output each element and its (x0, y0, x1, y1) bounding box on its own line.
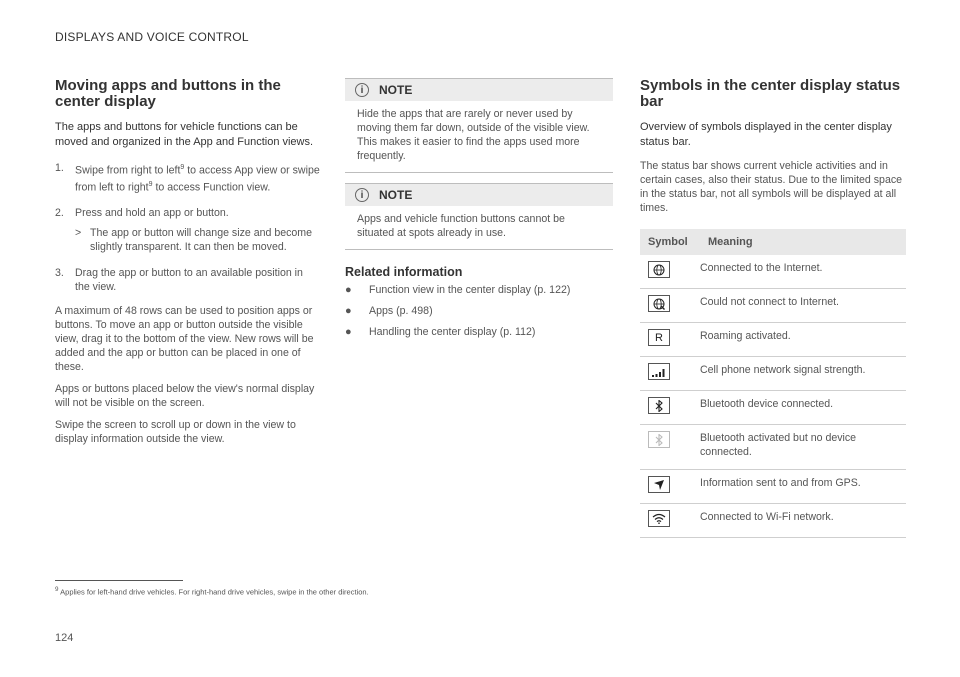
note-header (345, 79, 613, 101)
step-number: 2. (55, 207, 64, 220)
globe-icon (648, 261, 670, 278)
bluetooth-icon (648, 397, 670, 414)
meaning-cell: Connected to Wi-Fi network. (700, 504, 906, 538)
steps-list (55, 161, 320, 294)
body-paragraph: Apps or buttons placed below the view's normal display will not be visible on the screen. (55, 383, 315, 410)
footnote: $^9$ Applies for left-hand drive vehicles. For right-hand drive vehicles, swipe in the other direction. (55, 586, 369, 597)
meaning-cell: Bluetooth device connected. (700, 391, 906, 425)
info-icon: i (355, 83, 369, 97)
symbols-table (640, 229, 906, 538)
table-row (640, 323, 906, 357)
related-item[interactable]: ● Handling the center display (p. 112) (345, 326, 536, 338)
left-column (55, 78, 320, 446)
result-marker: > (75, 227, 82, 240)
meaning-cell: Cell phone network signal strength. (700, 357, 906, 391)
step-item (55, 206, 320, 254)
meaning-cell: Roaming activated. (700, 323, 906, 357)
globe-disconnected-icon (648, 295, 670, 312)
note-text: Hide the apps that are rarely or never used by moving them far down, outside of the visible view. This makes it easier to find the apps used more frequently. (357, 108, 590, 162)
section-title: Moving apps and buttons in the center display (55, 77, 281, 110)
header-meaning: Meaning (700, 229, 906, 255)
section-intro: The apps and buttons for vehicle functions can be moved and organized in the App and Function views. (55, 121, 314, 148)
related-item[interactable]: ● Apps (p. 498) (345, 305, 433, 317)
section-intro: Overview of symbols displayed in the center display status bar. (640, 121, 892, 148)
step-text: Drag the app or button to an available position in the view. (75, 267, 303, 294)
note-header (345, 184, 613, 206)
note-box (345, 183, 613, 250)
step-result (75, 226, 320, 254)
wifi-icon (648, 510, 670, 527)
step-text: Swipe from right to left$^9$ to access App view or swipe from left to right$^9$ to access Function view. (75, 164, 320, 194)
roaming-r-icon: R (648, 329, 670, 346)
table-row (640, 289, 906, 323)
step-text: Press and hold an app or button. (75, 207, 229, 220)
meaning-cell: Information sent to and from GPS. (700, 470, 906, 504)
table-row (640, 357, 906, 391)
footnote-divider (55, 580, 183, 581)
table-row (640, 425, 906, 470)
table-row (640, 255, 906, 289)
note-label: NOTE (379, 83, 413, 97)
note-text: Apps and vehicle function buttons cannot be situated at spots already in use. (357, 213, 565, 239)
table-header-row (640, 229, 906, 255)
meaning-cell: Bluetooth activated but no device connected. (700, 425, 906, 470)
body-paragraph: A maximum of 48 rows can be used to position apps or buttons. To move an app or button outside the visible view, drag it to the bottom of the view. New rows will be added and the app or button can be placed in one of these. (55, 305, 314, 374)
related-title: Related information (345, 265, 463, 279)
section-header: DISPLAYS AND VOICE CONTROL (55, 30, 249, 44)
bluetooth-inactive-icon (648, 431, 670, 448)
body-paragraph: Swipe the screen to scroll up or down in the view to display information outside the view. (55, 419, 296, 446)
info-icon: i (355, 188, 369, 202)
related-item[interactable]: ● Function view in the center display (p. 122) (345, 284, 571, 296)
note-label: NOTE (379, 188, 413, 202)
body-paragraph: The status bar shows current vehicle activities and in certain cases, also their status. Due to the limited space in the status bar, not all symbols will be displayed at all times. (640, 160, 903, 214)
table-row (640, 504, 906, 538)
meaning-cell: Connected to the Internet. (700, 255, 906, 289)
step-number: 3. (55, 267, 64, 280)
step-item (55, 266, 320, 294)
result-text: The app or button will change size and become slightly transparent. It can then be moved. (90, 227, 313, 254)
middle-column (345, 78, 613, 339)
note-box (345, 78, 613, 173)
related-list (345, 283, 613, 339)
gps-arrow-icon (648, 476, 670, 493)
step-number: 1. (55, 162, 64, 174)
section-title: Symbols in the center display status bar (640, 77, 901, 110)
table-row (640, 470, 906, 504)
right-column (640, 78, 906, 538)
header-symbol: Symbol (640, 229, 700, 255)
signal-strength-icon (648, 363, 670, 380)
step-item (55, 161, 320, 194)
meaning-cell: Could not connect to Internet. (700, 289, 906, 323)
table-row (640, 391, 906, 425)
page-number: 124 (55, 632, 74, 644)
